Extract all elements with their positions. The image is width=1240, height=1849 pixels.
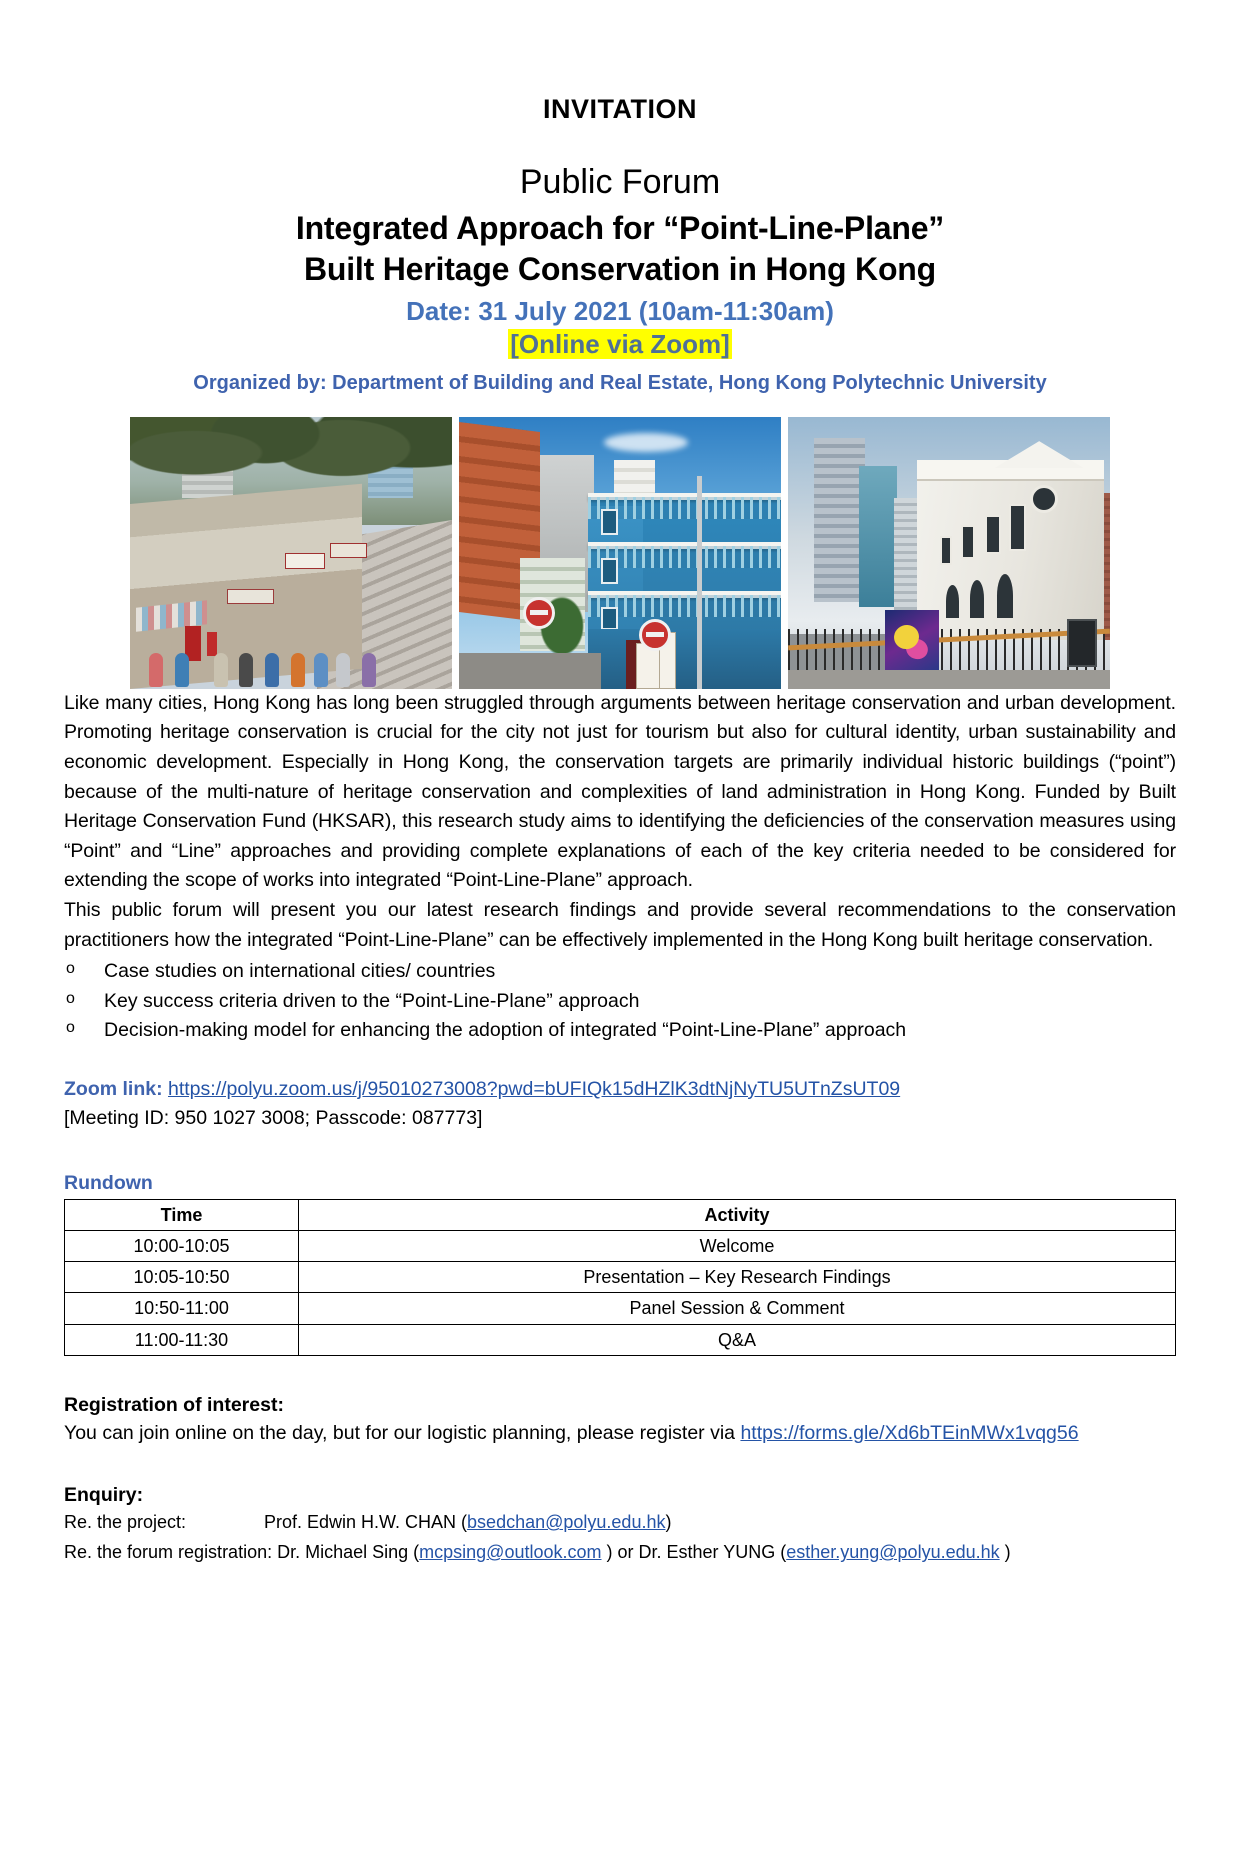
photo3-window xyxy=(1009,504,1026,552)
forum-description-paragraph: This public forum will present you our latest research findings and provide several recommendations to the conservation practitioners how the integrated “Point-Line-Plane” can be effectively implemented in the Hong Kong built heritage conservation. xyxy=(64,899,1176,951)
topic-list xyxy=(64,957,1176,1045)
registration-instruction: You can join online on the day, but for our logistic planning, please register via xyxy=(64,1422,741,1445)
cell-time: 10:00-10:05 xyxy=(65,1230,299,1261)
list-item-label: Key success criteria driven to the “Point-Line-Plane” approach xyxy=(104,989,640,1012)
enquiry-registration-email-link-1[interactable]: mcpsing@outlook.com xyxy=(419,1542,602,1563)
photo2-shopfront xyxy=(588,629,781,689)
zoom-link-row xyxy=(64,1075,1176,1104)
zoom-meeting-link[interactable]: https://polyu.zoom.us/j/95010273008?pwd=bUFIQk15dHZlK3dtNjNyTU5UTnZsUT09 xyxy=(168,1078,901,1101)
bullet-marker-icon: o xyxy=(66,1018,75,1036)
rundown-table xyxy=(64,1199,1176,1356)
photo1-shop-sign-b xyxy=(285,553,326,569)
zoom-link-label: Zoom link: xyxy=(64,1078,163,1101)
enquiry-registration-label: Re. the forum registration: Dr. Michael Sing ( xyxy=(64,1542,420,1563)
photo-stair-mural xyxy=(130,417,452,689)
zoom-meeting-id: [Meeting ID: 950 1027 3008; Passcode: 087773] xyxy=(64,1107,483,1130)
forum-title-line2: Built Heritage Conservation in Hong Kong xyxy=(303,251,937,288)
list-item xyxy=(64,987,1176,1016)
list-item-label: Case studies on international cities/ countries xyxy=(104,960,496,983)
document-body xyxy=(64,689,1176,1567)
organizer-line: Organized by: Department of Building and Real Estate, Hong Kong Polytechnic University xyxy=(193,371,1047,394)
photo1-figure xyxy=(265,653,279,687)
photo3-information-board xyxy=(1067,619,1097,667)
photo1-figure xyxy=(336,653,350,687)
photo1-painted-figures xyxy=(130,618,452,689)
photo3-glass-tower xyxy=(859,466,898,607)
cell-time: 11:00-11:30 xyxy=(65,1324,299,1355)
photo2-window xyxy=(601,509,618,535)
photo-tai-kwun xyxy=(788,417,1110,689)
invitation-heading: INVITATION xyxy=(543,94,697,124)
photo1-shop-sign-c xyxy=(330,543,367,559)
cell-activity: Panel Session & Comment xyxy=(299,1293,1176,1324)
enquiry-project-name: Prof. Edwin H.W. CHAN ( xyxy=(264,1512,468,1533)
online-via-zoom-highlight: [Online via Zoom] xyxy=(510,329,730,360)
cell-time: 10:50-11:00 xyxy=(65,1293,299,1324)
column-header-activity: Activity xyxy=(299,1199,1176,1230)
photo3-window xyxy=(940,536,952,564)
table-row xyxy=(65,1230,1176,1261)
photo2-no-entry-sign xyxy=(639,619,671,651)
table-row xyxy=(65,1324,1176,1355)
photo3-oculus-window xyxy=(1030,485,1058,513)
cell-activity: Presentation – Key Research Findings xyxy=(299,1262,1176,1293)
enquiry-registration-mid-text: ) or Dr. Esther YUNG ( xyxy=(601,1542,787,1563)
enquiry-project-row xyxy=(64,1509,1176,1537)
document-page xyxy=(0,95,1240,1849)
enquiry-registration-row xyxy=(64,1539,1176,1567)
list-item xyxy=(64,957,1176,986)
photo2-pavement xyxy=(459,653,601,688)
registration-heading: Registration of interest: xyxy=(64,1394,284,1417)
photo3-pavement xyxy=(788,670,1110,689)
cell-activity: Q&A xyxy=(299,1324,1176,1355)
enquiry-project-label: Re. the project: xyxy=(64,1512,187,1533)
photo3-arched-opening xyxy=(946,585,959,618)
photo2-lamp-post xyxy=(697,476,702,688)
photo1-shop-sign-a xyxy=(227,589,274,605)
photo1-figure xyxy=(239,653,253,687)
photo3-window xyxy=(961,525,975,559)
registration-text xyxy=(64,1419,1176,1448)
list-item-label: Decision-making model for enhancing the adoption of integrated “Point-Line-Plane” approach xyxy=(104,1018,907,1041)
photo1-figure xyxy=(149,653,163,687)
rundown-heading: Rundown xyxy=(64,1171,153,1194)
photo1-figure xyxy=(291,653,305,687)
bullet-marker-icon: o xyxy=(66,960,75,978)
photo3-highrise-left xyxy=(814,438,866,601)
list-item xyxy=(64,1016,1176,1045)
photo1-figure xyxy=(314,653,328,687)
table-row xyxy=(65,1293,1176,1324)
photo1-figure xyxy=(214,653,228,687)
photo3-window xyxy=(985,515,1000,554)
enquiry-registration-email-link-2[interactable]: esther.yung@polyu.edu.hk xyxy=(786,1542,1000,1563)
table-header-row xyxy=(65,1199,1176,1230)
photo2-window xyxy=(601,607,618,630)
enquiry-heading: Enquiry: xyxy=(64,1484,144,1507)
forum-title-line1: Integrated Approach for “Point-Line-Plane” xyxy=(295,209,945,246)
public-forum-subtitle: Public Forum xyxy=(519,162,721,201)
enquiry-registration-close-paren: ) xyxy=(999,1542,1011,1563)
enquiry-project-close-paren: ) xyxy=(665,1512,672,1533)
photo2-cloud xyxy=(604,433,688,452)
registration-form-link[interactable]: https://forms.gle/Xd6bTEinMWx1vqg56 xyxy=(740,1422,1079,1445)
photo-gallery xyxy=(0,417,1240,689)
photo-blue-house xyxy=(459,417,781,689)
photo1-figure xyxy=(362,653,376,687)
cell-activity: Welcome xyxy=(299,1230,1176,1261)
cell-time: 10:05-10:50 xyxy=(65,1262,299,1293)
photo2-window xyxy=(601,558,618,584)
column-header-time: Time xyxy=(65,1199,299,1230)
photo1-figure xyxy=(175,653,189,687)
enquiry-project-email-link[interactable]: bsedchan@polyu.edu.hk xyxy=(467,1512,666,1533)
bullet-marker-icon: o xyxy=(66,989,75,1007)
photo3-arched-opening xyxy=(970,580,984,618)
forum-date: Date: 31 July 2021 (10am-11:30am) xyxy=(406,295,834,326)
photo3-arched-opening xyxy=(997,574,1013,618)
photo2-no-entry-sign xyxy=(523,597,555,629)
table-row xyxy=(65,1262,1176,1293)
forum-mode xyxy=(0,329,1240,360)
intro-paragraph: Like many cities, Hong Kong has long been struggled through arguments between heritage conservation and urban development. Promoting heritage conservation is crucial for the city not just for tourism but also for cultural identity, urban sustainability and economic development. Especially in Hong Kong, the conservation targets are primarily individual historic buildings (“point”) because of the multi-nature of heritage conservation and complexities of land administration in Hong Kong. Funded by Built Heritage Conservation Fund (HKSAR), this research study aims to identifying the deficiencies of the conservation measures using “Point” and “Line” approaches and providing complete explanations of each of the key criteria needed to be considered for extending the scope of works into integrated “Point-Line-Plane” approach. xyxy=(64,691,1176,892)
